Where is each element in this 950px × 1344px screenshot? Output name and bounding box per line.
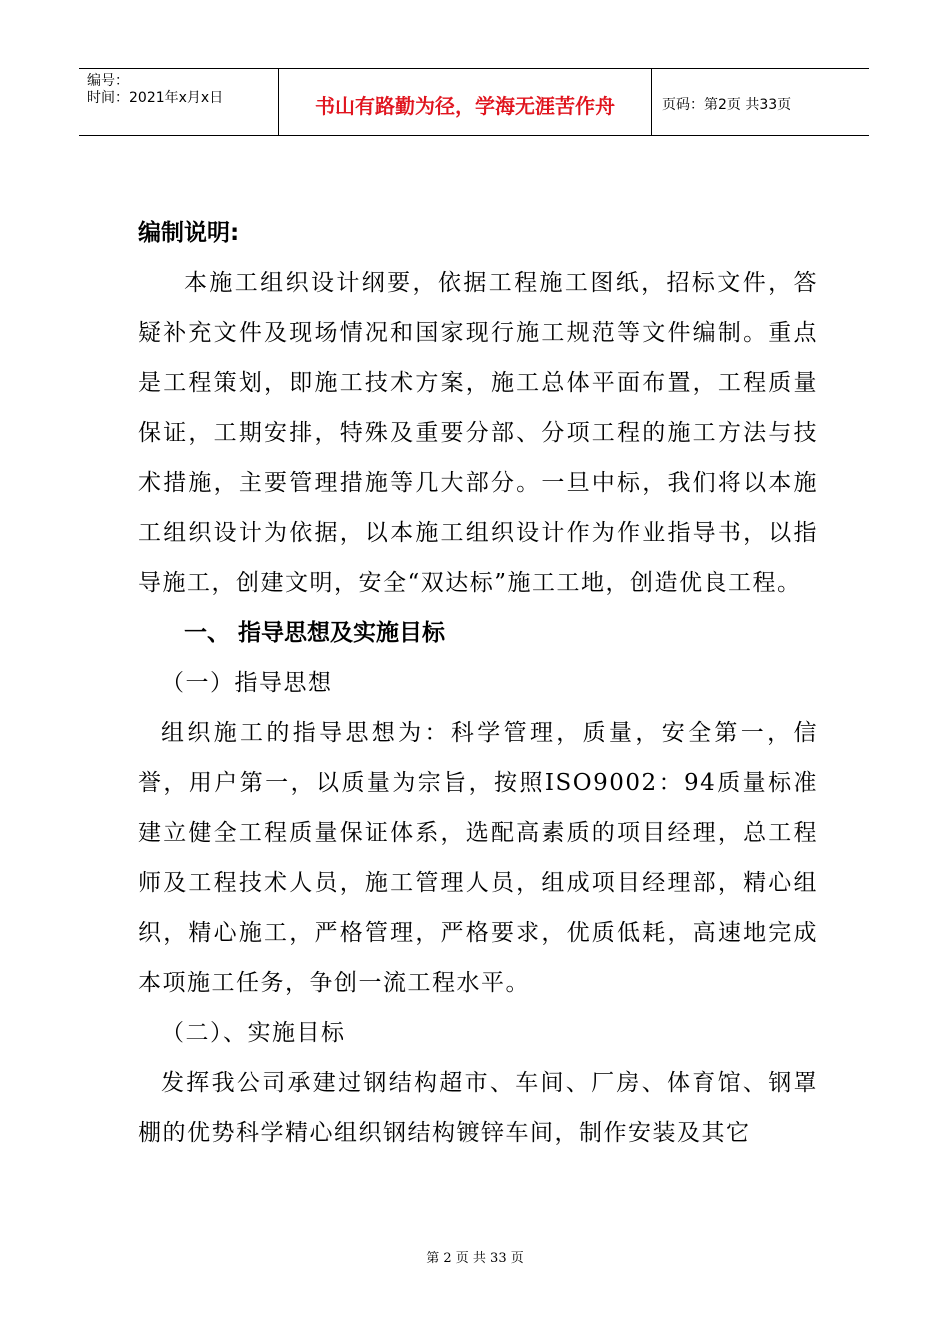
document-body: [138, 208, 818, 1158]
page-header: [79, 68, 869, 136]
document-number-label: 编号：: [87, 73, 129, 89]
section-heading: 一、 指导思想及实施目标: [184, 620, 446, 646]
page-footer: 第 2 页 共 33 页: [426, 1251, 524, 1266]
header-meta: [79, 69, 279, 135]
guiding-paragraph: 组织施工的指导思想为：科学管理，质量，安全第一，信誉，用户第一，以质量为宗旨，按照ISO9002：94质量标准建立健全工程质量保证体系，选配高素质的项目经理，总工程师及工程技术人员，施工管理人员，组成项目经理部，精心组织，精心施工，严格管理，严格要求，优质低耗，高速地完成本项施工任务，争创一流工程水平。: [138, 720, 818, 996]
goals-paragraph: 发挥我公司承建过钢结构超市、车间、厂房、体育馆、钢罩棚的优势科学精心组织钢结构镀锌车间，制作安装及其它: [138, 1070, 818, 1146]
header-motto: 书山有路勤为径，学海无涯苦作舟: [279, 69, 652, 135]
header-page-info: 页码：第2页 共33页: [662, 97, 792, 113]
section-title: 编制说明:: [138, 220, 240, 246]
subsection-heading-goals: （二）、实施目标: [161, 1020, 346, 1046]
intro-paragraph: 本施工组织设计纲要，依据工程施工图纸，招标文件，答疑补充文件及现场情况和国家现行施工规范等文件编制。重点是工程策划，即施工技术方案，施工总体平面布置，工程质量保证，工期安排，特殊及重要分部、分项工程的施工方法与技术措施，主要管理措施等几大部分。一旦中标，我们将以本施工组织设计为依据，以本施工组织设计作为作业指导书，以指导施工，创建文明，安全“双达标”施工工地，创造优良工程。: [138, 270, 818, 596]
document-date: 时间：2021年x月x日: [87, 90, 224, 106]
subsection-heading-guiding: （一）指导思想: [161, 670, 333, 696]
